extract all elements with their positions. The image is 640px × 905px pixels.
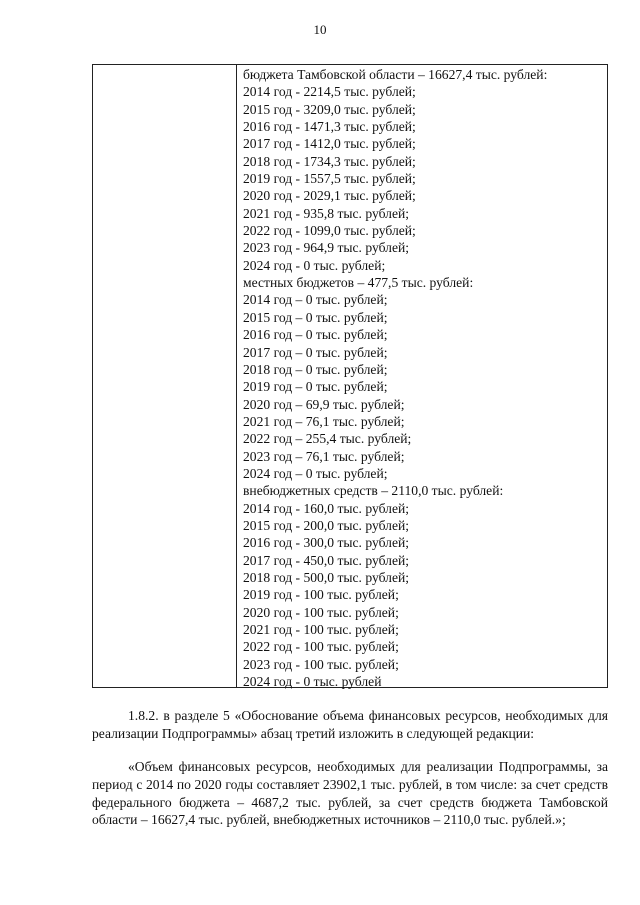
table-line: 2017 год – 0 тыс. рублей; (243, 344, 388, 360)
page-number: 10 (313, 22, 327, 37)
table-line: 2024 год – 0 тыс. рублей; (243, 465, 388, 481)
table-left-cell (93, 65, 237, 687)
table-line: 2014 год – 0 тыс. рублей; (243, 292, 388, 308)
table-line: 2014 год - 160,0 тыс. рублей; (243, 500, 410, 516)
table-line: 2022 год - 100 тыс. рублей; (243, 639, 399, 655)
table-line: 2023 год - 100 тыс. рублей; (243, 656, 399, 672)
table-line: 2016 год – 0 тыс. рублей; (243, 327, 388, 343)
table-line: 2023 год - 964,9 тыс. рублей; (243, 240, 410, 256)
table-line: внебюджетных средств – 2110,0 тыс. рублей: (243, 483, 504, 499)
table-line: 2021 год - 100 тыс. рублей; (243, 622, 399, 637)
table-line: 2018 год – 0 тыс. рублей; (243, 361, 388, 377)
table-line: 2024 год - 0 тыс. рублей (243, 674, 382, 690)
paragraph-amendment-text: 1.8.2. в разделе 5 «Обоснование объема финансовых ресурсов, необходимых для реализации Подпрограммы» абзац третий изложить в следующей редакции: (92, 708, 608, 741)
funding-table (92, 64, 608, 688)
table-line: 2019 год - 1557,5 тыс. рублей; (243, 171, 416, 187)
table-line: 2020 год – 69,9 тыс. рублей; (243, 396, 405, 412)
table-line: 2016 год - 300,0 тыс. рублей; (243, 535, 410, 551)
table-line: 2022 год – 255,4 тыс. рублей; (243, 431, 412, 447)
table-line: 2022 год - 1099,0 тыс. рублей; (243, 223, 416, 239)
table-line: бюджета Тамбовской области – 16627,4 тыс. рублей: (243, 67, 548, 82)
table-line: 2024 год - 0 тыс. рублей; (243, 257, 386, 273)
paragraph-quote (92, 758, 608, 829)
table-line: 2014 год - 2214,5 тыс. рублей; (243, 84, 416, 100)
table-line: 2015 год - 3209,0 тыс. рублей; (243, 101, 416, 117)
table-line: 2017 год - 450,0 тыс. рублей; (243, 552, 410, 568)
table-line: 2021 год – 76,1 тыс. рублей; (243, 413, 405, 429)
table-line: 2018 год - 1734,3 тыс. рублей; (243, 153, 416, 169)
table-line: 2017 год - 1412,0 тыс. рублей; (243, 136, 416, 152)
table-line: местных бюджетов – 477,5 тыс. рублей: (243, 275, 474, 291)
table-line: 2019 год - 100 тыс. рублей; (243, 587, 399, 603)
table-line: 2016 год - 1471,3 тыс. рублей; (243, 119, 416, 135)
table-right-cell (237, 65, 607, 690)
table-line: 2015 год – 0 тыс. рублей; (243, 309, 388, 325)
table-line: 2015 год - 200,0 тыс. рублей; (243, 517, 410, 533)
table-line: 2019 год – 0 тыс. рублей; (243, 379, 388, 395)
table-line: 2018 год - 500,0 тыс. рублей; (243, 569, 410, 585)
table-line: 2020 год - 2029,1 тыс. рублей; (243, 188, 416, 204)
paragraph-amendment (92, 707, 608, 743)
paragraph-quote-text: «Объем финансовых ресурсов, необходимых для реализации Подпрограммы, за период с 2014 по 2020 годы составляет 23902,1 тыс. рублей, в том числе: за счет средств федерального бюджета – 4687,2 тыс. рублей, за счет средств бюджета Тамбовской области – 16627,4 тыс. рублей, внебюджетных источников – 2110,0 тыс. рублей.»; (92, 759, 608, 828)
table-line: 2023 год – 76,1 тыс. рублей; (243, 448, 405, 464)
table-line: 2021 год - 935,8 тыс. рублей; (243, 205, 410, 221)
table-line: 2020 год - 100 тыс. рублей; (243, 604, 399, 620)
